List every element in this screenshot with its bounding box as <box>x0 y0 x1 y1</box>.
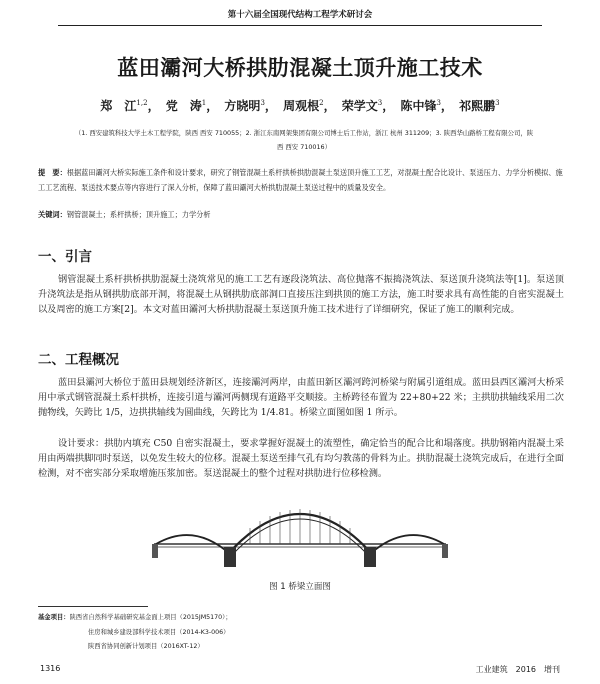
funding-item: 住房和城乡建设部科学技术项目（2014-K3-006） <box>88 628 230 636</box>
paper-title: 蓝田灞河大桥拱肋混凝土顶升施工技术 <box>117 56 483 80</box>
abstract-text: 根据蓝田灞河大桥实际施工条件和设计要求，研究了钢管混凝土系杆拱桥拱肋混凝土泵送顶升施工工艺，对混凝土配合比设计、泵送压力、力学分析模拟、施工工艺流程、泵送技术要点等内容进行了深入分析，保障了蓝田灞河大桥拱肋混凝土泵送过程中的质量及安全。 <box>38 168 563 192</box>
funding-item: 陕西省自然科学基础研究基金面上项目（2015JM5170）； <box>69 614 232 621</box>
running-head: 第十六届全国现代结构工程学术研讨会 <box>227 10 373 20</box>
funding-label: 基金项目： <box>38 614 70 621</box>
hangers <box>250 509 350 544</box>
journal-footer: 工业建筑 2016 增刊 <box>475 665 560 674</box>
page-number: 1316 <box>40 664 61 673</box>
pier-left <box>224 547 236 567</box>
funding-item: 陕西省协同创新计划项目（2016XT-12） <box>88 643 204 650</box>
header-rule <box>58 25 542 26</box>
author: 郑 江$^{1,2}$ <box>100 99 148 113</box>
footnote-rule <box>38 606 148 607</box>
author-list: 郑 江$^{1,2}$， 党 涛$^1$， 方晓明$^3$， 周观根$^2$， 荣学文$^3$， 陈中锋$^3$， 祁熙鹏$^3$ <box>100 99 500 113</box>
keywords-label: 关键词： <box>38 210 67 219</box>
bridge-elevation-figure <box>150 492 450 570</box>
abutment-left <box>152 544 158 558</box>
author: 陈中锋$^3$ <box>400 99 441 113</box>
author: 周观根$^2$ <box>283 99 324 113</box>
affiliations: （1. 西安建筑科技大学土木工程学院，陕西 西安 710055；2. 浙江东南网架集团有限公司博士后工作站，浙江 杭州 311209；3. 陕西华山路桥工程有限公司，陕西 西安 710016） <box>74 129 534 151</box>
keywords <box>38 210 568 220</box>
author: 荣学文$^3$ <box>341 99 383 113</box>
abstract <box>38 166 568 195</box>
author: 祁熙鹏$^3$ <box>459 99 500 113</box>
figure-caption: 图 1 桥梁立面图 <box>269 582 331 592</box>
section-heading: 二、工程概况 <box>38 352 119 368</box>
section-paragraph: 钢管混凝土系杆拱桥拱肋混凝土浇筑常见的施工工艺有逐段浇筑法、高位抛落不振捣浇筑法、泵送顶升浇筑法等[1]。泵送顶升浇筑法是指从钢拱肋底部开洞，将混凝土从钢拱肋底部洞口直接压注到拱顶的施工方法，施工时要求具有高性能的自密实混凝土以及周密的施工方案[2]。本文对蓝田灞河大桥拱肋混凝土泵送顶升施工技术进行了详细研究，保证了施工的顺利完成。 <box>38 274 564 315</box>
abstract-label: 提 要： <box>38 168 67 177</box>
section-heading: 一、引言 <box>38 249 92 265</box>
pier-right <box>364 547 376 567</box>
funding-note <box>38 611 398 655</box>
section-paragraph: 蓝田县灞河大桥位于蓝田县规划经济新区，连接灞河两岸，由蓝田新区灞河跨河桥梁与附属引道组成。蓝田县西区灞河大桥采用中承式钢管混凝土系杆拱桥，连接引道与灞河两侧现有道路平交顺接。主桥跨径布置为 22+80+22 米；主拱肋拱轴线采用二次抛物线，矢跨比 1/5，边拱拱轴线为圆曲线，矢跨比为 1/4.81。桥梁立面图如图 1 所示。 <box>38 377 564 418</box>
author: 党 涛$^1$ <box>165 99 207 113</box>
author: 方晓明$^3$ <box>224 99 265 113</box>
section-paragraph: 设计要求：拱肋内填充 C50 自密实混凝土，要求掌握好混凝土的流塑性，确定恰当的配合比和塌落度。拱肋钢箱内混凝土采用由两端拱脚同时泵送，以免发生较大的位移。混凝土泵送至排气孔有均匀教荡的骨料为止。拱肋混凝土浇筑完成后，在进行全面检测，对不密实部分采取增施压浆加密。泵送混凝土的整个过程对拱肋进行位移检测。 <box>38 438 564 479</box>
keywords-text: 钢管混凝土；系杆拱桥；顶升施工；力学分析 <box>66 210 211 219</box>
abutment-right <box>442 544 448 558</box>
